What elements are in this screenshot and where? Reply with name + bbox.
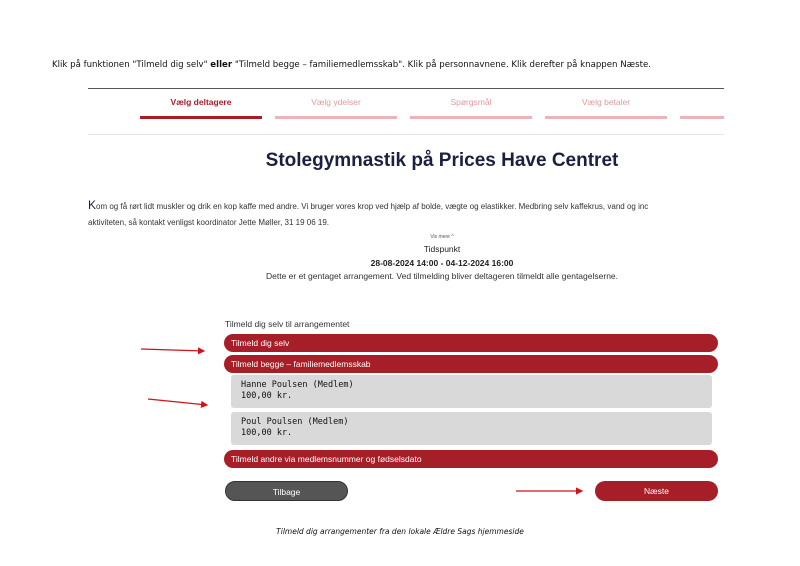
person-name: Hanne Poulsen (Medlem) <box>241 380 354 390</box>
step-vaelg-ydelser[interactable]: Vælg ydelser <box>275 97 397 107</box>
step-spoergsmaal[interactable]: Spørgsmål <box>410 97 532 107</box>
step-vaelg-deltagere[interactable]: Vælg deltagere <box>140 97 262 107</box>
person-price: 100,00 kr. <box>241 391 293 401</box>
next-button[interactable]: Næste <box>595 481 718 501</box>
tilmeld-dig-selv-button[interactable]: Tilmeld dig selv <box>224 334 718 352</box>
vis-mere-link[interactable]: Vis mere ^ <box>430 234 454 240</box>
time-label: Tidspunkt <box>423 244 461 254</box>
event-title: Stolegymnastik på Prices Have Centret <box>265 150 619 171</box>
arrow-to-persons <box>148 399 207 405</box>
event-description: Kom og få rørt lidt muskler og drik en kop kaffe med andre. Vi bruger vores krop ved hjælp af bolde, vægte og elastikker. Medbring selv kaffekrus, vand og inc aktiviteten, så kontakt venligst koordinator Jette Møller, 31 19 06 19. <box>88 198 649 227</box>
form-intro: Tilmeld dig selv til arrangementet <box>225 319 350 329</box>
person-price: 100,00 kr. <box>241 428 293 438</box>
instruction-text: Klik på funktionen "Tilmeld dig selv" eller "Tilmeld begge – familiemedlemsskab". Klik på personnavnene. Klik derefter på knappen Næste. <box>52 60 651 70</box>
back-button[interactable]: Tilbage <box>225 481 348 501</box>
step-vaelg-betaler[interactable]: Vælg betaler <box>545 97 667 107</box>
tilmeld-begge-button[interactable]: Tilmeld begge – familiemedlemsskab <box>224 355 718 373</box>
figure-caption: Tilmeld dig arrangementer fra den lokale Ældre Sags hjemmeside <box>276 527 524 536</box>
tilmeld-andre-button[interactable]: Tilmeld andre via medlemsnummer og fødselsdato <box>224 450 718 468</box>
arrow-to-tilmeld-selv <box>141 349 204 351</box>
time-value: 28-08-2024 14:00 - 04-12-2024 16:00 <box>370 258 514 268</box>
person-name: Poul Poulsen (Medlem) <box>241 417 349 427</box>
recurring-note: Dette er et gentaget arrangement. Ved tilmelding bliver deltageren tilmeldt alle gentagelserne. <box>265 271 619 281</box>
